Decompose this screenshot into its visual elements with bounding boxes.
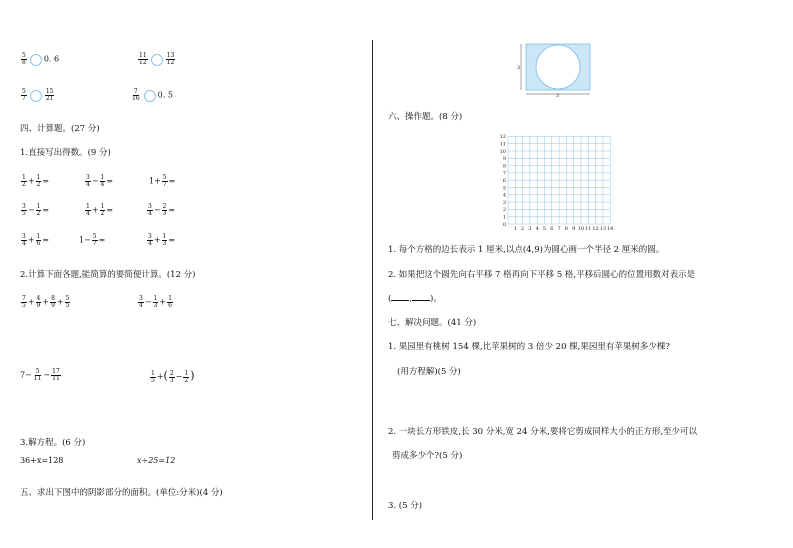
grid-y-tick: 0 bbox=[502, 221, 506, 228]
calc-expr-2: $\frac{3}{4}$ − $\frac{1}{3}$ + $\frac{1}{6}$ bbox=[139, 295, 172, 309]
grid-y-tick: 10 bbox=[499, 148, 506, 155]
grid-x-tick: 2 bbox=[521, 226, 525, 232]
problem-1-note: (用方程解)(5 分) bbox=[397, 367, 461, 377]
grid-x-tick: 13 bbox=[599, 226, 607, 232]
grid-x-tick: 8 bbox=[564, 226, 568, 232]
grid-y-tick: 6 bbox=[502, 178, 506, 184]
direct-calc-3-3: $\frac{3}{4}$ + $\frac{1}{3}$ = bbox=[148, 233, 176, 247]
grid-y-tick: 7 bbox=[502, 170, 506, 177]
grid-x-tick: 9 bbox=[572, 226, 576, 232]
problem-1: 1. 果园里有桃树 154 棵,比苹果树的 3 倍少 20 棵,果园里有苹果树多少棵? bbox=[388, 342, 670, 352]
compare-circle-icon[interactable] bbox=[30, 54, 42, 66]
direct-calc-1-2: $\frac{3}{4}$ − $\frac{1}{4}$ = bbox=[86, 174, 114, 188]
compare-item-4: $\frac{7}{16}$ 0. 5 bbox=[132, 88, 173, 102]
grid-y-tick: 4 bbox=[502, 192, 506, 199]
grid-x-tick: 6 bbox=[550, 226, 554, 232]
shaded-area-figure bbox=[512, 40, 598, 98]
section-7-title: 七、解决问题。(41 分) bbox=[388, 318, 477, 328]
grid-y-tick: 12 bbox=[499, 134, 506, 141]
question-3-title: 3.解方程。(6 分) bbox=[20, 438, 86, 448]
problem-2: 2. 一块长方形铁皮,长 30 分米,宽 24 分米,要将它剪成同样大小的正方形,至少可以 bbox=[388, 427, 698, 437]
grid-x-tick: 14 bbox=[607, 226, 614, 232]
grid-x-tick: 7 bbox=[557, 226, 561, 232]
grid-lines bbox=[508, 136, 610, 224]
grid-y-labels bbox=[500, 134, 506, 228]
question-1-title: 1.直接写出得数。(9 分) bbox=[20, 148, 111, 158]
direct-calc-1-1: $\frac{1}{2}$ + $\frac{1}{2}$ = bbox=[22, 174, 50, 188]
section-6-title: 六、操作题。(8 分) bbox=[388, 112, 463, 122]
grid-x-tick: 10 bbox=[577, 226, 585, 232]
grid-x-tick: 1 bbox=[513, 226, 517, 232]
section-4-title: 四、计算题。(27 分) bbox=[20, 124, 100, 134]
calc-expr-1: $\frac{7}{5}$ + $\frac{4}{9}$ + $\frac{8}{9}$ + $\frac{5}{5}$ bbox=[22, 295, 70, 309]
direct-calc-1-3: 1+ $\frac{5}{7}$ = bbox=[149, 174, 176, 188]
column-divider bbox=[372, 40, 373, 520]
operation-2: 2. 如果把这个圆先向右平移 7 格再向下平移 5 格,平移后圆心的位置用数对表示是 bbox=[388, 270, 696, 280]
answer-blank[interactable] bbox=[412, 293, 430, 301]
coordinate-grid bbox=[488, 129, 620, 233]
grid-y-tick: 5 bbox=[502, 185, 506, 192]
calc-expr-4: $\frac{1}{5}$ +( $\frac{2}{3}$ − $\frac{1}{2}$ ) bbox=[151, 369, 195, 384]
question-2-title: 2.计算下面各题,能简算的要简便计算。(12 分) bbox=[20, 270, 196, 280]
grid-x-labels bbox=[514, 226, 614, 232]
compare-circle-icon[interactable] bbox=[30, 90, 42, 102]
height-label: 3 bbox=[517, 65, 521, 71]
grid-x-tick: 12 bbox=[592, 226, 599, 232]
grid-y-tick: 9 bbox=[502, 156, 506, 163]
grid-y-tick: 8 bbox=[502, 163, 506, 170]
equation-2: x÷25=12 bbox=[137, 456, 176, 465]
fraction: $\frac{5}{8}$ bbox=[22, 52, 26, 66]
compare-circle-icon[interactable] bbox=[144, 90, 156, 102]
compare-item-2: $\frac{11}{12}$ $\frac{13}{12}$ bbox=[139, 52, 175, 66]
equation-1: 36+x=128 bbox=[20, 456, 64, 465]
grid-y-tick: 2 bbox=[502, 207, 506, 214]
calc-expr-3: 7− $\frac{5}{11}$ − $\frac{17}{11}$ bbox=[20, 368, 60, 382]
answer-blank[interactable] bbox=[391, 293, 409, 301]
section-5-title: 五、求出下图中的阴影部分的面积。(单位:分米)(4 分) bbox=[20, 488, 223, 498]
compare-circle-icon[interactable] bbox=[151, 54, 163, 66]
direct-calc-2-3: $\frac{3}{4}$ − $\frac{2}{3}$ = bbox=[148, 203, 176, 217]
grid-x-tick: 5 bbox=[542, 226, 547, 232]
operation-1: 1. 每个方格的边长表示 1 厘米,以点(4,9)为圆心画一个半径 2 厘米的圆。 bbox=[388, 245, 665, 255]
direct-calc-2-1: $\frac{3}{5}$ − $\frac{1}{2}$ = bbox=[22, 203, 50, 217]
operation-2-answer: ( , )。 bbox=[388, 294, 442, 304]
problem-2-cont: 剪成多少个?(5 分) bbox=[392, 451, 463, 461]
grid-y-tick: 3 bbox=[502, 199, 506, 206]
grid-y-tick: 1 bbox=[502, 214, 506, 221]
grid-y-tick: 11 bbox=[499, 141, 506, 148]
direct-calc-3-1: $\frac{3}{4}$ + $\frac{1}{6}$ = bbox=[22, 233, 50, 247]
grid-x-tick: 4 bbox=[535, 226, 539, 232]
width-label: 3 bbox=[556, 93, 560, 98]
inner-circle bbox=[536, 45, 580, 89]
compare-item-1: $\frac{5}{8}$ 0. 6 bbox=[22, 52, 60, 66]
grid-x-tick: 3 bbox=[528, 226, 532, 232]
direct-calc-2-2: $\frac{1}{4}$ + $\frac{1}{2}$ = bbox=[86, 203, 114, 217]
direct-calc-3-2: 1− $\frac{5}{7}$ = bbox=[79, 233, 106, 247]
compare-item-3: $\frac{5}{7}$ $\frac{15}{21}$ bbox=[22, 88, 54, 102]
grid-x-tick: 11 bbox=[585, 226, 592, 232]
problem-3: 3. (5 分) bbox=[388, 501, 423, 511]
